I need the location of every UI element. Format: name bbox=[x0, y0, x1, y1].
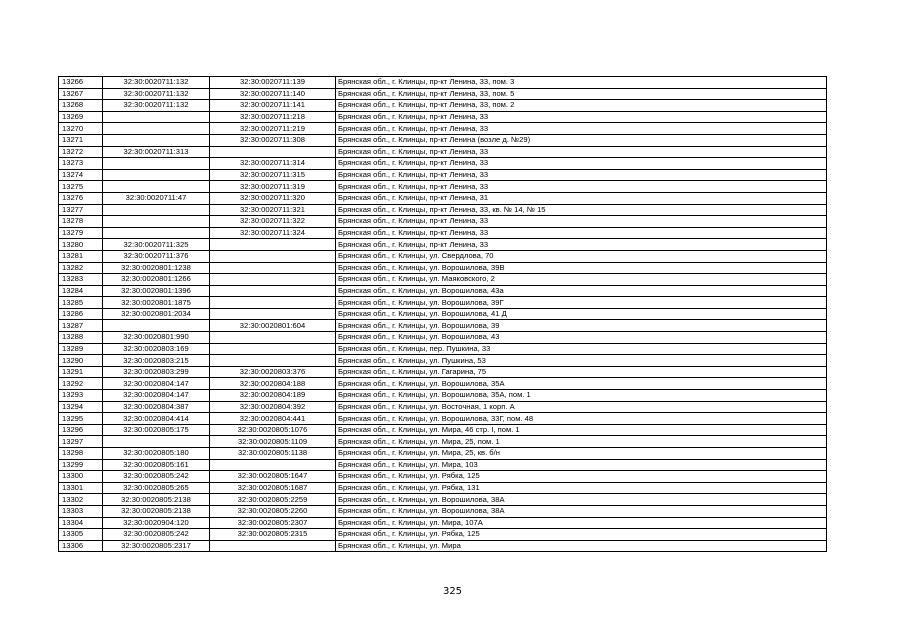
parent-cadastral-number-cell: 32:30:0020804:414 bbox=[103, 413, 210, 425]
address-cell: Брянская обл., г. Клинцы, ул. Ворошилова, 35А, пом. 1 bbox=[336, 390, 827, 402]
address-cell: Брянская обл., г. Клинцы, пр-кт Ленина, 33 bbox=[336, 146, 827, 158]
row-number-cell: 13278 bbox=[59, 216, 103, 228]
row-number-cell: 13273 bbox=[59, 158, 103, 170]
row-number-cell: 13267 bbox=[59, 88, 103, 100]
address-cell: Брянская обл., г. Клинцы, ул. Рябка, 131 bbox=[336, 482, 827, 494]
address-cell: Брянская обл., г. Клинцы, ул. Ворошилова, 43а bbox=[336, 285, 827, 297]
object-cadastral-number-cell bbox=[210, 239, 336, 251]
parent-cadastral-number-cell: 32:30:0020805:180 bbox=[103, 448, 210, 460]
address-cell: Брянская обл., г. Клинцы, ул. Ворошилова, 43 bbox=[336, 332, 827, 344]
table-row bbox=[59, 459, 827, 471]
registry-table bbox=[58, 76, 827, 552]
parent-cadastral-number-cell bbox=[103, 123, 210, 135]
object-cadastral-number-cell: 32:30:0020805:1109 bbox=[210, 436, 336, 448]
table-row bbox=[59, 169, 827, 181]
table-row bbox=[59, 158, 827, 170]
object-cadastral-number-cell bbox=[210, 297, 336, 309]
object-cadastral-number-cell: 32:30:0020805:2315 bbox=[210, 529, 336, 541]
row-number-cell: 13293 bbox=[59, 390, 103, 402]
address-cell: Брянская обл., г. Клинцы, пр-кт Ленина, 33 bbox=[336, 111, 827, 123]
row-number-cell: 13279 bbox=[59, 227, 103, 239]
address-cell: Брянская обл., г. Клинцы, ул. Маяковского, 2 bbox=[336, 274, 827, 286]
address-cell: Брянская обл., г. Клинцы, ул. Мира, 107А bbox=[336, 517, 827, 529]
table-row bbox=[59, 343, 827, 355]
table-row bbox=[59, 123, 827, 135]
row-number-cell: 13295 bbox=[59, 413, 103, 425]
address-cell: Брянская обл., г. Клинцы, ул. Ворошилова, 35А bbox=[336, 378, 827, 390]
row-number-cell: 13297 bbox=[59, 436, 103, 448]
object-cadastral-number-cell bbox=[210, 540, 336, 552]
row-number-cell: 13298 bbox=[59, 448, 103, 460]
object-cadastral-number-cell: 32:30:0020711:140 bbox=[210, 88, 336, 100]
row-number-cell: 13283 bbox=[59, 274, 103, 286]
object-cadastral-number-cell: 32:30:0020711:141 bbox=[210, 100, 336, 112]
table-row bbox=[59, 250, 827, 262]
table-row bbox=[59, 274, 827, 286]
object-cadastral-number-cell: 32:30:0020805:2307 bbox=[210, 517, 336, 529]
parent-cadastral-number-cell bbox=[103, 169, 210, 181]
parent-cadastral-number-cell bbox=[103, 134, 210, 146]
row-number-cell: 13270 bbox=[59, 123, 103, 135]
row-number-cell: 13288 bbox=[59, 332, 103, 344]
table-row bbox=[59, 413, 827, 425]
row-number-cell: 13284 bbox=[59, 285, 103, 297]
object-cadastral-number-cell: 32:30:0020711:319 bbox=[210, 181, 336, 193]
row-number-cell: 13276 bbox=[59, 192, 103, 204]
object-cadastral-number-cell: 32:30:0020711:322 bbox=[210, 216, 336, 228]
parent-cadastral-number-cell: 32:30:0020801:1396 bbox=[103, 285, 210, 297]
row-number-cell: 13305 bbox=[59, 529, 103, 541]
object-cadastral-number-cell: 32:30:0020803:376 bbox=[210, 366, 336, 378]
parent-cadastral-number-cell: 32:30:0020711:376 bbox=[103, 250, 210, 262]
table-row bbox=[59, 482, 827, 494]
address-cell: Брянская обл., г. Клинцы, ул. Рябка, 125 bbox=[336, 471, 827, 483]
object-cadastral-number-cell: 32:30:0020805:1076 bbox=[210, 424, 336, 436]
parent-cadastral-number-cell: 32:30:0020711:132 bbox=[103, 77, 210, 89]
registry-table-body bbox=[59, 77, 827, 552]
object-cadastral-number-cell bbox=[210, 274, 336, 286]
table-row bbox=[59, 448, 827, 460]
parent-cadastral-number-cell: 32:30:0020801:1266 bbox=[103, 274, 210, 286]
row-number-cell: 13275 bbox=[59, 181, 103, 193]
address-cell: Брянская обл., г. Клинцы, ул. Мира, 25, пом. 1 bbox=[336, 436, 827, 448]
table-row bbox=[59, 297, 827, 309]
address-cell: Брянская обл., г. Клинцы, ул. Ворошилова, 41 Д bbox=[336, 308, 827, 320]
address-cell: Брянская обл., г. Клинцы, ул. Ворошилова, 38А bbox=[336, 494, 827, 506]
parent-cadastral-number-cell: 32:30:0020804:387 bbox=[103, 401, 210, 413]
row-number-cell: 13296 bbox=[59, 424, 103, 436]
parent-cadastral-number-cell: 32:30:0020803:215 bbox=[103, 355, 210, 367]
parent-cadastral-number-cell: 32:30:0020803:299 bbox=[103, 366, 210, 378]
address-cell: Брянская обл., г. Клинцы, пр-кт Ленина, 33 bbox=[336, 169, 827, 181]
row-number-cell: 13286 bbox=[59, 308, 103, 320]
row-number-cell: 13269 bbox=[59, 111, 103, 123]
table-row bbox=[59, 204, 827, 216]
table-row bbox=[59, 505, 827, 517]
table-row bbox=[59, 517, 827, 529]
parent-cadastral-number-cell: 32:30:0020805:242 bbox=[103, 471, 210, 483]
address-cell: Брянская обл., г. Клинцы, пр-кт Ленина, 33, кв. № 14, № 15 bbox=[336, 204, 827, 216]
address-cell: Брянская обл., г. Клинцы, пр-кт Ленина, 33 bbox=[336, 158, 827, 170]
row-number-cell: 13280 bbox=[59, 239, 103, 251]
object-cadastral-number-cell: 32:30:0020711:324 bbox=[210, 227, 336, 239]
table-row bbox=[59, 390, 827, 402]
object-cadastral-number-cell bbox=[210, 459, 336, 471]
address-cell: Брянская обл., г. Клинцы, пр-кт Ленина, 31 bbox=[336, 192, 827, 204]
row-number-cell: 13306 bbox=[59, 540, 103, 552]
table-row bbox=[59, 308, 827, 320]
parent-cadastral-number-cell bbox=[103, 111, 210, 123]
table-row bbox=[59, 471, 827, 483]
table-row bbox=[59, 216, 827, 228]
object-cadastral-number-cell: 32:30:0020801:604 bbox=[210, 320, 336, 332]
table-row bbox=[59, 320, 827, 332]
object-cadastral-number-cell: 32:30:0020711:139 bbox=[210, 77, 336, 89]
row-number-cell: 13290 bbox=[59, 355, 103, 367]
row-number-cell: 13303 bbox=[59, 505, 103, 517]
row-number-cell: 13272 bbox=[59, 146, 103, 158]
page-number: 325 bbox=[442, 586, 463, 597]
address-cell: Брянская обл., г. Клинцы, пр-кт Ленина, 33 bbox=[336, 239, 827, 251]
parent-cadastral-number-cell: 32:30:0020711:132 bbox=[103, 100, 210, 112]
address-cell: Брянская обл., г. Клинцы, ул. Гагарина, 75 bbox=[336, 366, 827, 378]
object-cadastral-number-cell bbox=[210, 332, 336, 344]
object-cadastral-number-cell bbox=[210, 262, 336, 274]
parent-cadastral-number-cell: 32:30:0020804:147 bbox=[103, 378, 210, 390]
address-cell: Брянская обл., г. Клинцы, ул. Ворошилова, 39 bbox=[336, 320, 827, 332]
table-row bbox=[59, 378, 827, 390]
address-cell: Брянская обл., г. Клинцы, ул. Рябка, 125 bbox=[336, 529, 827, 541]
table-row bbox=[59, 88, 827, 100]
row-number-cell: 13300 bbox=[59, 471, 103, 483]
row-number-cell: 13287 bbox=[59, 320, 103, 332]
table-row bbox=[59, 192, 827, 204]
parent-cadastral-number-cell bbox=[103, 436, 210, 448]
address-cell: Брянская обл., г. Клинцы, ул. Мира bbox=[336, 540, 827, 552]
object-cadastral-number-cell: 32:30:0020805:1138 bbox=[210, 448, 336, 460]
address-cell: Брянская обл., г. Клинцы, пр-кт Ленина, 33 bbox=[336, 227, 827, 239]
table-row bbox=[59, 134, 827, 146]
parent-cadastral-number-cell: 32:30:0020805:161 bbox=[103, 459, 210, 471]
table-row bbox=[59, 494, 827, 506]
object-cadastral-number-cell: 32:30:0020805:1687 bbox=[210, 482, 336, 494]
object-cadastral-number-cell: 32:30:0020711:320 bbox=[210, 192, 336, 204]
parent-cadastral-number-cell: 32:30:0020805:265 bbox=[103, 482, 210, 494]
address-cell: Брянская обл., г. Клинцы, пр-кт Ленина, 33 bbox=[336, 216, 827, 228]
object-cadastral-number-cell: 32:30:0020804:441 bbox=[210, 413, 336, 425]
object-cadastral-number-cell: 32:30:0020805:2259 bbox=[210, 494, 336, 506]
address-cell: Брянская обл., г. Клинцы, ул. Ворошилова, 38А bbox=[336, 505, 827, 517]
parent-cadastral-number-cell: 32:30:0020801:1238 bbox=[103, 262, 210, 274]
address-cell: Брянская обл., г. Клинцы, ул. Ворошилова, 33Г, пом. 48 bbox=[336, 413, 827, 425]
row-number-cell: 13274 bbox=[59, 169, 103, 181]
parent-cadastral-number-cell: 32:30:0020801:1875 bbox=[103, 297, 210, 309]
object-cadastral-number-cell: 32:30:0020804:188 bbox=[210, 378, 336, 390]
row-number-cell: 13299 bbox=[59, 459, 103, 471]
object-cadastral-number-cell: 32:30:0020804:189 bbox=[210, 390, 336, 402]
parent-cadastral-number-cell: 32:30:0020804:147 bbox=[103, 390, 210, 402]
parent-cadastral-number-cell: 32:30:0020711:132 bbox=[103, 88, 210, 100]
parent-cadastral-number-cell: 32:30:0020805:2138 bbox=[103, 505, 210, 517]
object-cadastral-number-cell: 32:30:0020711:218 bbox=[210, 111, 336, 123]
parent-cadastral-number-cell: 32:30:0020805:2317 bbox=[103, 540, 210, 552]
parent-cadastral-number-cell: 32:30:0020801:2034 bbox=[103, 308, 210, 320]
address-cell: Брянская обл., г. Клинцы, ул. Мира, 103 bbox=[336, 459, 827, 471]
object-cadastral-number-cell bbox=[210, 285, 336, 297]
table-row bbox=[59, 181, 827, 193]
row-number-cell: 13271 bbox=[59, 134, 103, 146]
parent-cadastral-number-cell: 32:30:0020805:175 bbox=[103, 424, 210, 436]
address-cell: Брянская обл., г. Клинцы, ул. Пушкина, 53 bbox=[336, 355, 827, 367]
table-row bbox=[59, 227, 827, 239]
parent-cadastral-number-cell bbox=[103, 216, 210, 228]
row-number-cell: 13282 bbox=[59, 262, 103, 274]
address-cell: Брянская обл., г. Клинцы, пр-кт Ленина, 33, пом. 5 bbox=[336, 88, 827, 100]
object-cadastral-number-cell bbox=[210, 250, 336, 262]
address-cell: Брянская обл., г. Клинцы, ул. Ворошилова, 39В bbox=[336, 262, 827, 274]
address-cell: Брянская обл., г. Клинцы, пр-кт Ленина (возле д. №29) bbox=[336, 134, 827, 146]
address-cell: Брянская обл., г. Клинцы, ул. Мира, 25, кв. б/н bbox=[336, 448, 827, 460]
address-cell: Брянская обл., г. Клинцы, ул. Мира, 46 стр. I, пом. 1 bbox=[336, 424, 827, 436]
row-number-cell: 13302 bbox=[59, 494, 103, 506]
object-cadastral-number-cell bbox=[210, 308, 336, 320]
row-number-cell: 13291 bbox=[59, 366, 103, 378]
address-cell: Брянская обл., г. Клинцы, ул. Ворошилова, 39Г bbox=[336, 297, 827, 309]
object-cadastral-number-cell: 32:30:0020711:314 bbox=[210, 158, 336, 170]
parent-cadastral-number-cell bbox=[103, 320, 210, 332]
row-number-cell: 13268 bbox=[59, 100, 103, 112]
table-row bbox=[59, 332, 827, 344]
row-number-cell: 13285 bbox=[59, 297, 103, 309]
address-cell: Брянская обл., г. Клинцы, пр-кт Ленина, 33 bbox=[336, 181, 827, 193]
object-cadastral-number-cell: 32:30:0020805:1647 bbox=[210, 471, 336, 483]
table-row bbox=[59, 401, 827, 413]
row-number-cell: 13304 bbox=[59, 517, 103, 529]
address-cell: Брянская обл., г. Клинцы, ул. Свердлова, 70 bbox=[336, 250, 827, 262]
table-row bbox=[59, 355, 827, 367]
row-number-cell: 13266 bbox=[59, 77, 103, 89]
address-cell: Брянская обл., г. Клинцы, ул. Восточная, 1 корп. А bbox=[336, 401, 827, 413]
object-cadastral-number-cell bbox=[210, 146, 336, 158]
parent-cadastral-number-cell: 32:30:0020711:325 bbox=[103, 239, 210, 251]
parent-cadastral-number-cell: 32:30:0020711:313 bbox=[103, 146, 210, 158]
table-row bbox=[59, 285, 827, 297]
object-cadastral-number-cell: 32:30:0020711:315 bbox=[210, 169, 336, 181]
parent-cadastral-number-cell: 32:30:0020805:2138 bbox=[103, 494, 210, 506]
parent-cadastral-number-cell bbox=[103, 204, 210, 216]
object-cadastral-number-cell: 32:30:0020805:2260 bbox=[210, 505, 336, 517]
row-number-cell: 13277 bbox=[59, 204, 103, 216]
row-number-cell: 13281 bbox=[59, 250, 103, 262]
table-row bbox=[59, 540, 827, 552]
table-row bbox=[59, 146, 827, 158]
object-cadastral-number-cell: 32:30:0020711:321 bbox=[210, 204, 336, 216]
row-number-cell: 13301 bbox=[59, 482, 103, 494]
table-row bbox=[59, 424, 827, 436]
table-row bbox=[59, 111, 827, 123]
table-row bbox=[59, 262, 827, 274]
row-number-cell: 13292 bbox=[59, 378, 103, 390]
table-row bbox=[59, 239, 827, 251]
parent-cadastral-number-cell bbox=[103, 158, 210, 170]
object-cadastral-number-cell bbox=[210, 343, 336, 355]
parent-cadastral-number-cell: 32:30:0020711:47 bbox=[103, 192, 210, 204]
parent-cadastral-number-cell bbox=[103, 181, 210, 193]
object-cadastral-number-cell: 32:30:0020711:308 bbox=[210, 134, 336, 146]
object-cadastral-number-cell bbox=[210, 355, 336, 367]
parent-cadastral-number-cell: 32:30:0020803:169 bbox=[103, 343, 210, 355]
object-cadastral-number-cell: 32:30:0020804:392 bbox=[210, 401, 336, 413]
address-cell: Брянская обл., г. Клинцы, пр-кт Ленина, 33 bbox=[336, 123, 827, 135]
row-number-cell: 13294 bbox=[59, 401, 103, 413]
parent-cadastral-number-cell: 32:30:0020801:990 bbox=[103, 332, 210, 344]
table-row bbox=[59, 436, 827, 448]
address-cell: Брянская обл., г. Клинцы, пр-кт Ленина, 33, пом. 3 bbox=[336, 77, 827, 89]
parent-cadastral-number-cell: 32:30:0020805:242 bbox=[103, 529, 210, 541]
table-row bbox=[59, 529, 827, 541]
address-cell: Брянская обл., г. Клинцы, пр-кт Ленина, 33, пом. 2 bbox=[336, 100, 827, 112]
table-row bbox=[59, 100, 827, 112]
row-number-cell: 13289 bbox=[59, 343, 103, 355]
parent-cadastral-number-cell: 32:30:0020904:120 bbox=[103, 517, 210, 529]
object-cadastral-number-cell: 32:30:0020711:219 bbox=[210, 123, 336, 135]
table-row bbox=[59, 366, 827, 378]
parent-cadastral-number-cell bbox=[103, 227, 210, 239]
address-cell: Брянская обл., г. Клинцы, пер. Пушкина, 33 bbox=[336, 343, 827, 355]
table-row bbox=[59, 77, 827, 89]
